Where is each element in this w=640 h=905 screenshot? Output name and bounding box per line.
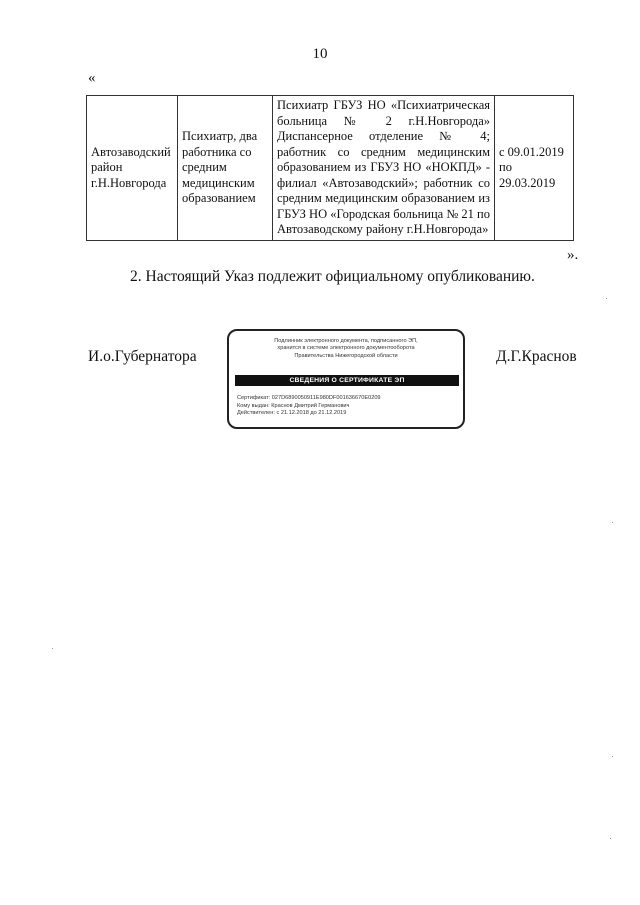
scan-speck	[606, 298, 607, 299]
scan-speck	[612, 756, 613, 757]
signer-name: Д.Г.Краснов	[496, 348, 577, 365]
dates-cell: с 09.01.2019 по 29.03.2019	[495, 96, 574, 241]
stamp-issued-to: Кому выдан: Краснов Дмитрий Германович	[237, 402, 350, 409]
signer-title: И.о.Губернатора	[88, 348, 197, 365]
stamp-validity: Действителен: с 21.12.2018 до 21.12.2019	[237, 410, 347, 417]
stamp-note	[235, 338, 457, 360]
stamp-note-line: Подлинник электронного документа, подписанного ЭП,	[274, 338, 418, 344]
electronic-signature-stamp	[227, 329, 465, 429]
stamp-header: СВЕДЕНИЯ О СЕРТИФИКАТЕ ЭП	[235, 375, 459, 386]
closing-quote: ».	[567, 247, 579, 263]
stamp-note-line: Правительства Нижегородской области	[294, 352, 398, 359]
point-2-text: 2. Настоящий Указ подлежит официальному опубликованию.	[130, 268, 535, 285]
workplace-cell: Психиатр ГБУЗ НО «Психиатрическая больница № 2 г.Н.Новгорода» Диспансерное отделение № 4; работник со средним медицинским образованием из ГБУЗ НО «НОКПД» - филиал «Автозаводский»; работник со средним медицинским образованием из ГБУЗ НО «Городская больница № 21 по Автозаводскому району г.Н.Новгорода»	[273, 96, 495, 241]
position-cell: Психиатр, два работника со средним медицинским образованием	[178, 96, 273, 241]
stamp-note-line: хранится в системе электронного документооборота	[277, 345, 415, 352]
scan-speck	[52, 648, 53, 649]
table-row	[87, 96, 574, 241]
opening-quote: «	[88, 70, 96, 86]
stamp-details	[237, 395, 381, 418]
page-number: 10	[312, 46, 328, 62]
scan-speck	[612, 522, 613, 523]
stamp-certificate: Сертификат: 027D6890050911E980DF001636670E0209	[237, 395, 381, 401]
scan-speck	[610, 838, 611, 839]
assignment-table	[86, 95, 574, 241]
district-cell: Автозаводский район г.Н.Новгорода	[87, 96, 178, 241]
